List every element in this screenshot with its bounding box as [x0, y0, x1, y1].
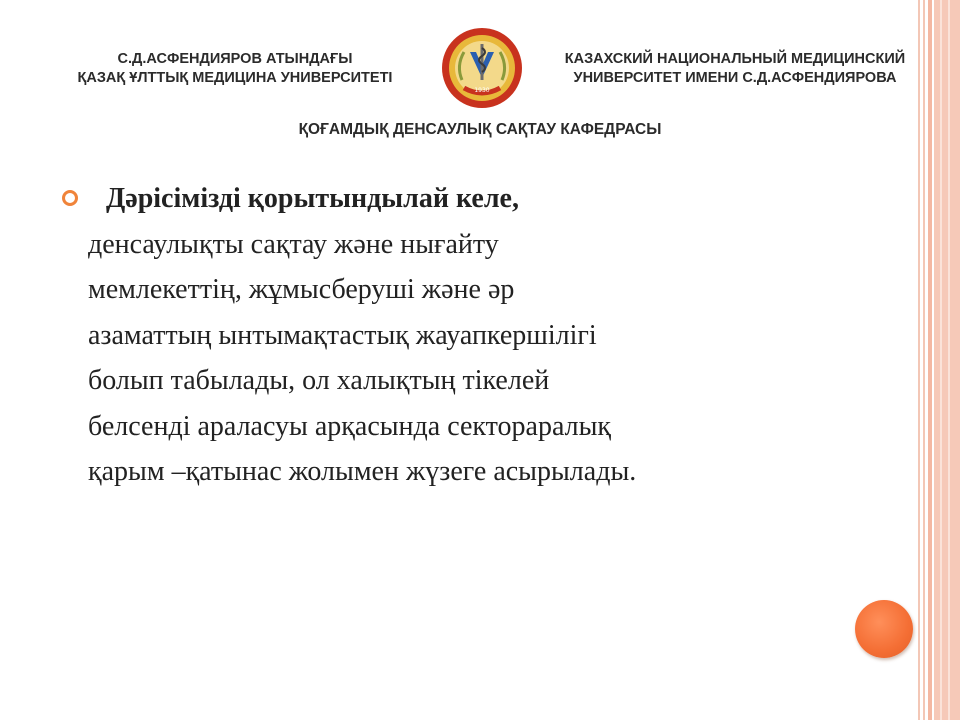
header-right-line: КАЗАХСКИЙ НАЦИОНАЛЬНЫЙ МЕДИЦИНСКИЙ: [564, 51, 906, 67]
circle-bullet-icon: [62, 190, 78, 206]
emblem-year: 1930: [474, 87, 490, 94]
paragraph-line: белсенді араласуы арқасында сектораралық: [88, 410, 612, 442]
paragraph-lead: Дәрісімізді қорытындылай келе,: [106, 183, 519, 214]
paragraph-line: азаматтың ынтымақтастық жауапкершілігі: [88, 319, 597, 351]
header-left-line: ҚАЗАҚ ҰЛТТЫҚ МЕДИЦИНА УНИВЕРСИТЕТІ: [77, 70, 393, 86]
paragraph-line: қарым –қатынас жолымен жүзеге асырылады.: [88, 456, 637, 487]
decor-orange-circle: [855, 600, 913, 658]
university-name-russian: [554, 50, 916, 88]
university-name-kazakh: [62, 50, 408, 88]
decor-stripe: [918, 0, 920, 720]
bullet-paragraph: [62, 176, 822, 495]
header-right-line: УНИВЕРСИТЕТ ИМЕНИ С.Д.АСФЕНДИЯРОВА: [573, 70, 897, 86]
department-title: ҚОҒАМДЫҚ ДЕНСАУЛЫҚ САҚТАУ КАФЕДРАСЫ: [298, 121, 662, 138]
header-left-line: С.Д.АСФЕНДИЯРОВ АТЫНДАҒЫ: [117, 51, 353, 67]
decor-stripe: [948, 0, 950, 720]
decor-stripe: [923, 0, 925, 720]
decor-stripe: [940, 0, 942, 720]
paragraph-line: болып табылады, ол халықтың тікелей: [88, 365, 550, 396]
paragraph-line: денсаулықты сақтау және нығайту: [88, 228, 499, 260]
paragraph-line: мемлекеттің, жұмысберуші және әр: [88, 274, 515, 305]
decor-stripe: [928, 0, 932, 720]
university-emblem-icon: [440, 26, 524, 110]
decor-stripe: [934, 0, 960, 720]
